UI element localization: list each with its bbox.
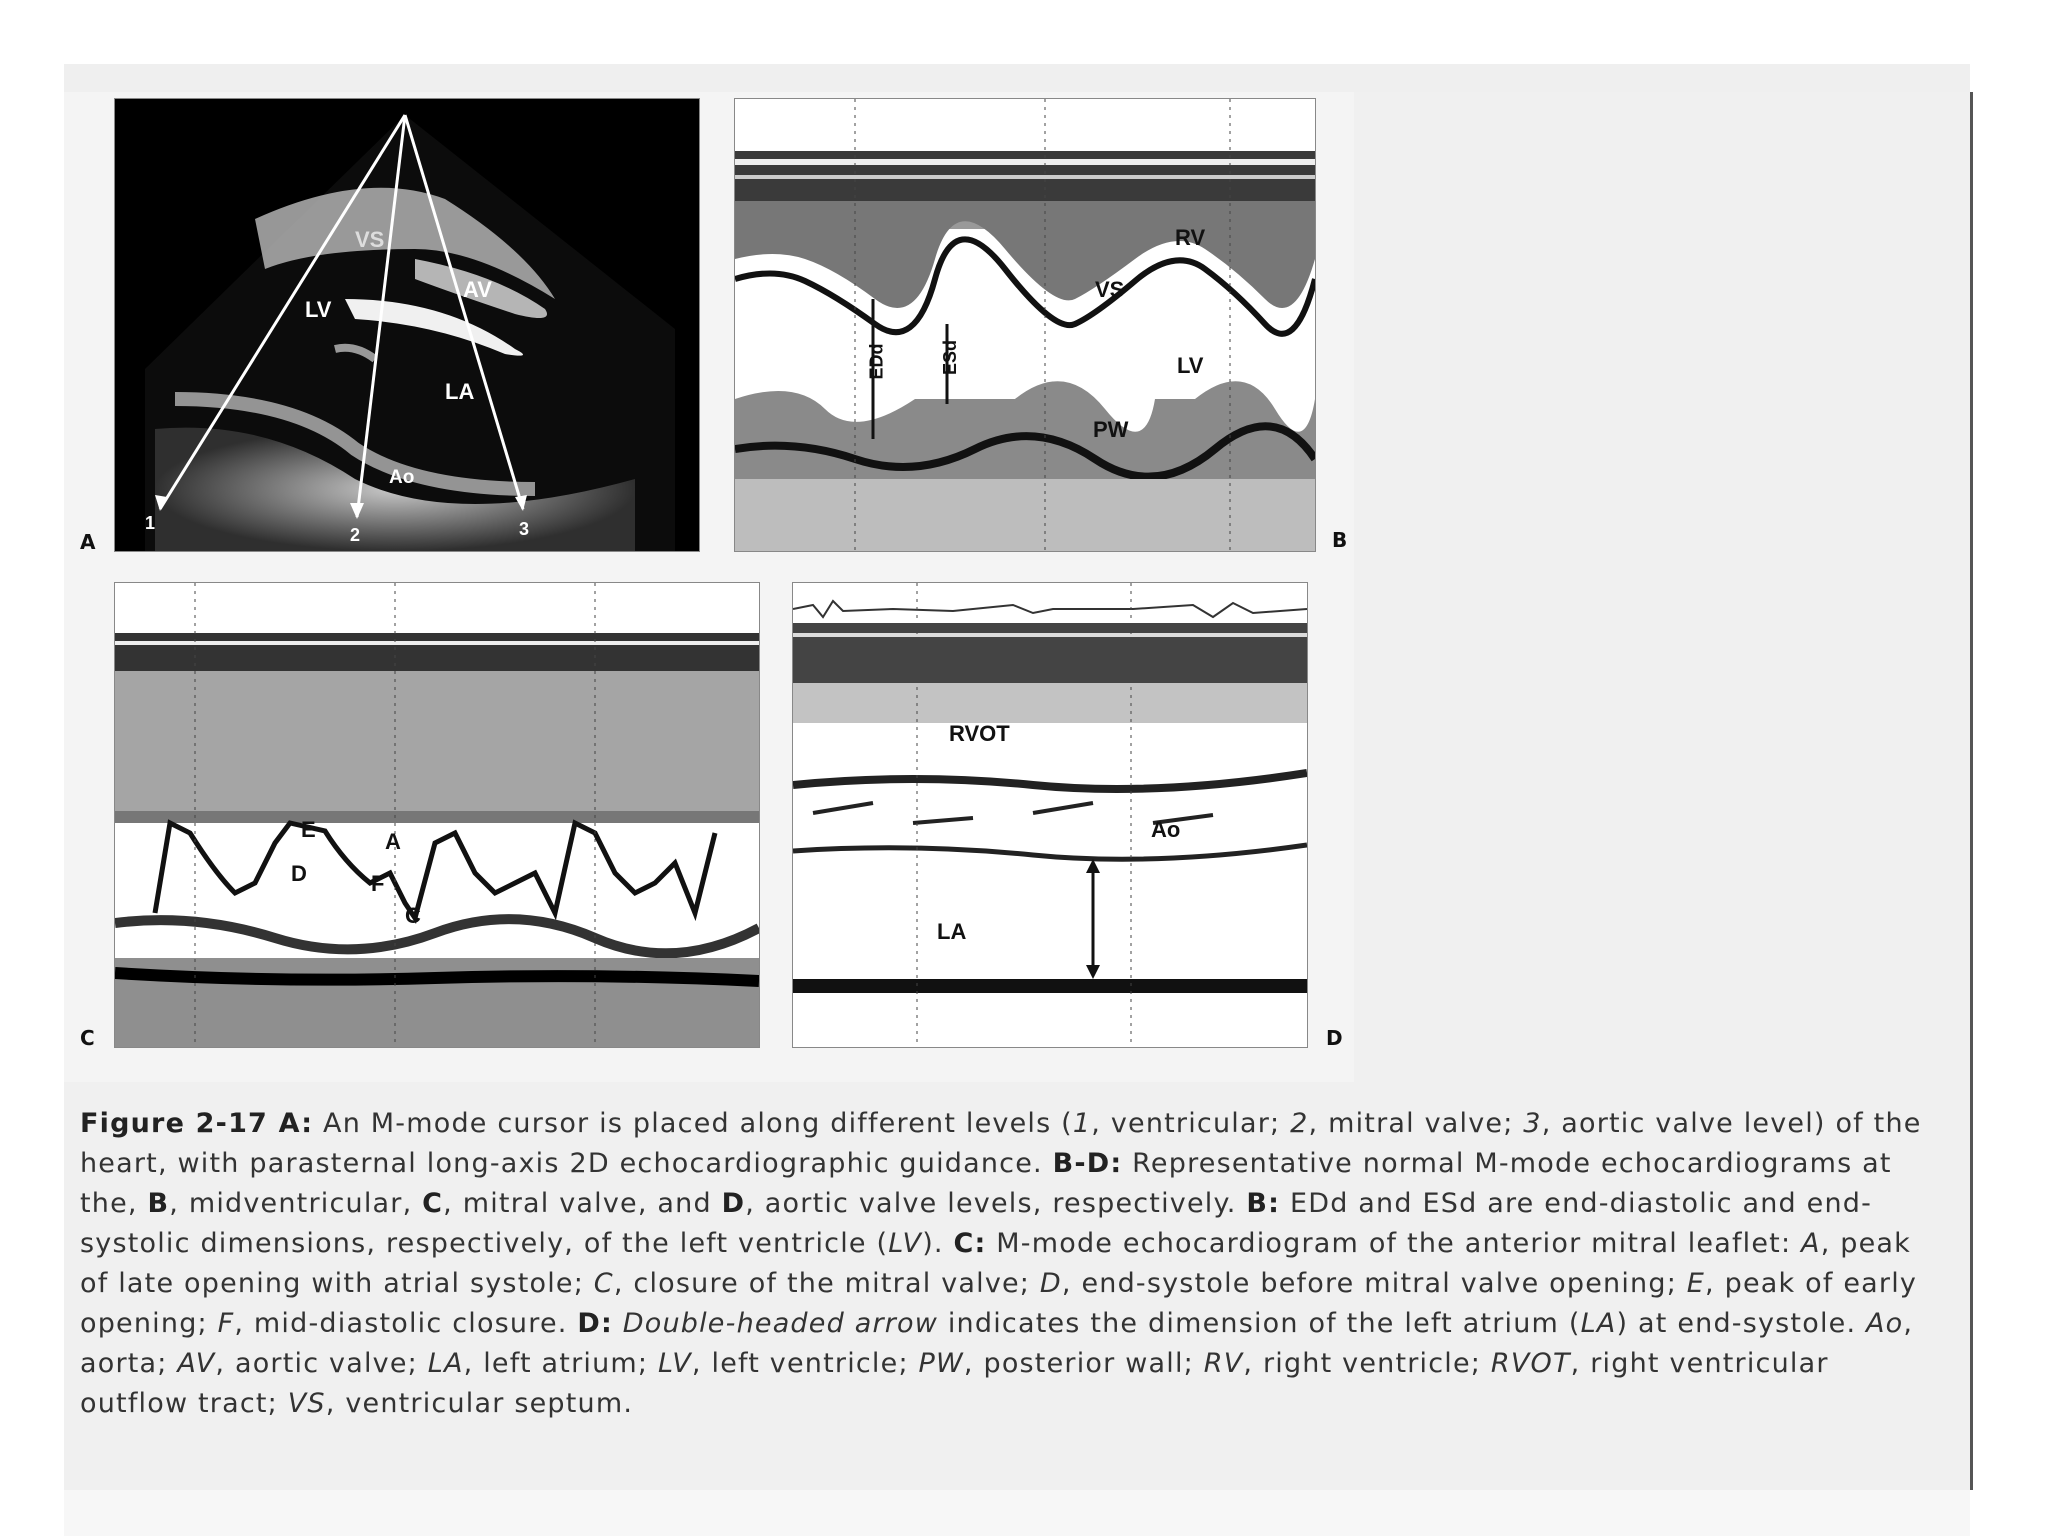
panel-d-image (792, 582, 1308, 1048)
label-rv: RV (1175, 225, 1206, 250)
caption-panel-ref: B-D: (1052, 1148, 1123, 1179)
caption-term: RV (1203, 1348, 1244, 1379)
label-vs: VS (355, 227, 385, 252)
caption-term: RVOT (1490, 1348, 1571, 1379)
label-c: C (405, 903, 421, 928)
caption-text: EDd and ESd are end-diastolic and end-systolic dimensions, respectively, of the left ventricle ( (80, 1188, 1873, 1259)
label-vs: VS (1095, 277, 1125, 302)
label-esd: ESd (940, 339, 961, 376)
label-a: A (385, 829, 401, 854)
label-pw: PW (1093, 417, 1129, 442)
caption-term: VS (287, 1388, 326, 1419)
caption-term: C (593, 1268, 614, 1299)
cursor-2-number: 2 (350, 525, 361, 545)
caption-text: , right ventricular outflow tract; (80, 1348, 1829, 1419)
caption-text: M-mode echocardiogram of the anterior mitral leaflet: (986, 1228, 1802, 1259)
cursor-3-number: 3 (519, 519, 530, 539)
caption-term: A (1801, 1228, 1821, 1259)
caption-text: , aorta; (80, 1308, 1914, 1379)
label-la: LA (445, 379, 475, 404)
m-mode-midventricular (735, 99, 1315, 551)
caption-text (613, 1308, 623, 1339)
caption-text: , ventricular; (1091, 1108, 1291, 1139)
caption-text: , closure of the mitral valve; (613, 1268, 1040, 1299)
caption-text: ) at end-systole. (1616, 1308, 1867, 1339)
caption-panel-ref: B: (1246, 1188, 1281, 1219)
caption-panel-ref: D: (577, 1308, 613, 1339)
caption-term: Double-headed arrow (622, 1308, 939, 1339)
panel-c-image (114, 582, 760, 1048)
caption-text: , left atrium; (463, 1348, 658, 1379)
caption-term: Ao (1866, 1308, 1904, 1339)
caption-term: PW (918, 1348, 964, 1379)
caption-text: , peak of late opening with atrial systole; (80, 1228, 1912, 1299)
label-edd: EDd (866, 343, 887, 380)
caption-term: LV (657, 1348, 692, 1379)
caption-term: LA (427, 1348, 464, 1379)
caption-text: , aortic valve; (215, 1348, 428, 1379)
caption-text: , posterior wall; (963, 1348, 1204, 1379)
label-av: AV (463, 277, 492, 302)
caption-text: ). (922, 1228, 954, 1259)
caption-text: An M-mode cursor is placed along different levels ( (313, 1108, 1073, 1139)
caption-term: F (217, 1308, 235, 1339)
caption-term: 2 (1290, 1108, 1309, 1139)
label-f: F (371, 871, 385, 896)
caption-term: LV (888, 1228, 923, 1259)
panel-letter-a: A (80, 530, 96, 554)
cursor-1-number: 1 (145, 513, 156, 533)
caption-term: AV (177, 1348, 216, 1379)
caption-text: Representative normal M-mode echocardiograms at the, (80, 1148, 1892, 1219)
figure-2-17 (64, 92, 1354, 1082)
label-lv: LV (305, 297, 332, 322)
caption-text: , aortic valve level) of the heart, with parasternal long-axis 2D echocardiographic guidance. (80, 1108, 1922, 1179)
caption-panel-ref: C (422, 1188, 444, 1219)
figure-caption (80, 1104, 1940, 1424)
caption-term: D (1039, 1268, 1062, 1299)
panel-letter-c: C (80, 1026, 95, 1050)
panel-a-image (114, 98, 700, 552)
label-d: D (291, 861, 307, 886)
label-rvot: RVOT (949, 721, 1010, 746)
m-mode-mitral-valve (115, 583, 759, 1047)
panel-b-image (734, 98, 1316, 552)
page-top-bar (64, 64, 1970, 95)
caption-text: , midventricular, (169, 1188, 423, 1219)
panel-letter-d: D (1326, 1026, 1343, 1050)
caption-text: indicates the dimension of the left atrium ( (938, 1308, 1581, 1339)
caption-panel-ref: B (147, 1188, 170, 1219)
caption-term: LA (1580, 1308, 1617, 1339)
caption-term: 3 (1523, 1108, 1542, 1139)
caption-text: , mid-diastolic closure. (234, 1308, 578, 1339)
m-mode-aortic-valve (793, 583, 1307, 1047)
caption-text: , mitral valve; (1308, 1108, 1524, 1139)
panel-letter-b: B (1332, 528, 1348, 552)
caption-text: , end-systole before mitral valve opening; (1061, 1268, 1687, 1299)
caption-text: , mitral valve, and (443, 1188, 722, 1219)
caption-text: , ventricular septum. (325, 1388, 634, 1419)
label-lv: LV (1177, 353, 1204, 378)
caption-text: , peak of early opening; (80, 1268, 1918, 1339)
caption-text: , right ventricle; (1243, 1348, 1491, 1379)
caption-panel-ref: D (721, 1188, 746, 1219)
label-ao: Ao (1151, 817, 1181, 842)
caption-figure-label: Figure 2-17 A: (80, 1108, 314, 1139)
label-e: E (301, 817, 316, 842)
caption-term: 1 (1072, 1108, 1092, 1139)
caption-text: , aortic valve levels, respectively. (745, 1188, 1247, 1219)
page-footer-area (64, 1490, 1970, 1536)
label-la: LA (937, 919, 967, 944)
caption-text: , left ventricle; (691, 1348, 919, 1379)
label-ao: Ao (389, 467, 415, 488)
caption-term: E (1686, 1268, 1706, 1299)
caption-panel-ref: C: (953, 1228, 987, 1259)
